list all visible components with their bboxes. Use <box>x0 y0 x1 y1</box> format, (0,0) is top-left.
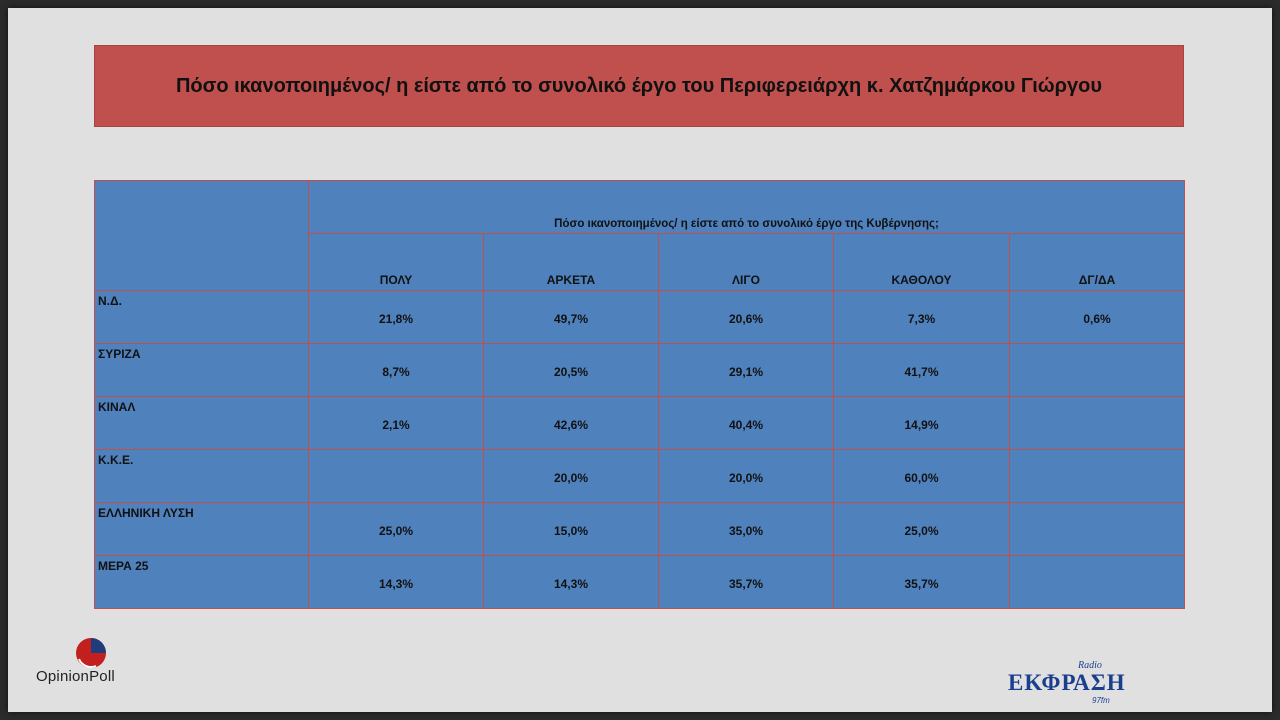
value-cell <box>309 450 484 503</box>
value-cell: 20,0% <box>484 450 659 503</box>
value-cell: 49,7% <box>484 291 659 344</box>
value-cell: 42,6% <box>484 397 659 450</box>
value-cell <box>1010 503 1185 556</box>
title-banner <box>94 45 1184 127</box>
value-cell: 29,1% <box>659 344 834 397</box>
opinionpoll-logo-text: OpinionPoll <box>36 668 115 685</box>
question-row <box>95 181 1185 234</box>
chart-title: Πόσο ικανοποιημένος/ η είστε από το συνολικό έργο του Περιφερειάρχη κ. Χατζημάρκου Γιώργου <box>175 75 1103 97</box>
row-label: Κ.Κ.Ε. <box>95 450 309 503</box>
value-cell: 14,3% <box>309 556 484 609</box>
column-header: ΑΡΚΕΤΑ <box>484 234 659 291</box>
column-header: ΚΑΘΟΛΟΥ <box>834 234 1010 291</box>
table-row <box>95 556 1185 609</box>
value-cell: 41,7% <box>834 344 1010 397</box>
table-row <box>95 450 1185 503</box>
value-cell: 25,0% <box>309 503 484 556</box>
crosstab-table <box>94 180 1185 609</box>
table-row <box>95 291 1185 344</box>
value-cell: 0,6% <box>1010 291 1185 344</box>
value-cell: 20,6% <box>659 291 834 344</box>
value-cell: 15,0% <box>484 503 659 556</box>
value-cell: 14,9% <box>834 397 1010 450</box>
table-body <box>95 291 1185 609</box>
value-cell: 35,7% <box>659 556 834 609</box>
row-label: ΜΕΡΑ 25 <box>95 556 309 609</box>
column-header: ΛΙΓΟ <box>659 234 834 291</box>
radio-brand-name: ΕΚΦΡΑΣΗ <box>1008 670 1126 695</box>
value-cell: 7,3% <box>834 291 1010 344</box>
value-cell <box>1010 450 1185 503</box>
value-cell: 40,4% <box>659 397 834 450</box>
value-cell: 35,7% <box>834 556 1010 609</box>
slide <box>8 8 1272 712</box>
value-cell <box>1010 344 1185 397</box>
value-cell: 25,0% <box>834 503 1010 556</box>
radio-ekfrasi-logo <box>1004 658 1184 706</box>
value-cell: 21,8% <box>309 291 484 344</box>
table-row <box>95 397 1185 450</box>
value-cell: 20,5% <box>484 344 659 397</box>
value-cell: 35,0% <box>659 503 834 556</box>
opinionpoll-logo-icon <box>74 636 108 670</box>
opinionpoll-logo <box>36 636 156 692</box>
radio-frequency: 97fm <box>1092 696 1110 705</box>
question-header: Πόσο ικανοποιημένος/ η είστε από το συνολικό έργο της Κυβέρνησης; <box>309 181 1185 234</box>
value-cell <box>1010 397 1185 450</box>
corner-cell <box>95 181 309 291</box>
value-cell: 20,0% <box>659 450 834 503</box>
column-header: ΔΓ/ΔΑ <box>1010 234 1185 291</box>
value-cell <box>1010 556 1185 609</box>
table-row <box>95 344 1185 397</box>
radio-word: Radio <box>1078 660 1102 671</box>
column-header: ΠΟΛΥ <box>309 234 484 291</box>
row-label: ΚΙΝΑΛ <box>95 397 309 450</box>
table-row <box>95 503 1185 556</box>
row-label: Ν.Δ. <box>95 291 309 344</box>
value-cell: 14,3% <box>484 556 659 609</box>
value-cell: 2,1% <box>309 397 484 450</box>
value-cell: 60,0% <box>834 450 1010 503</box>
row-label: ΕΛΛΗΝΙΚΗ ΛΥΣΗ <box>95 503 309 556</box>
value-cell: 8,7% <box>309 344 484 397</box>
row-label: ΣΥΡΙΖΑ <box>95 344 309 397</box>
